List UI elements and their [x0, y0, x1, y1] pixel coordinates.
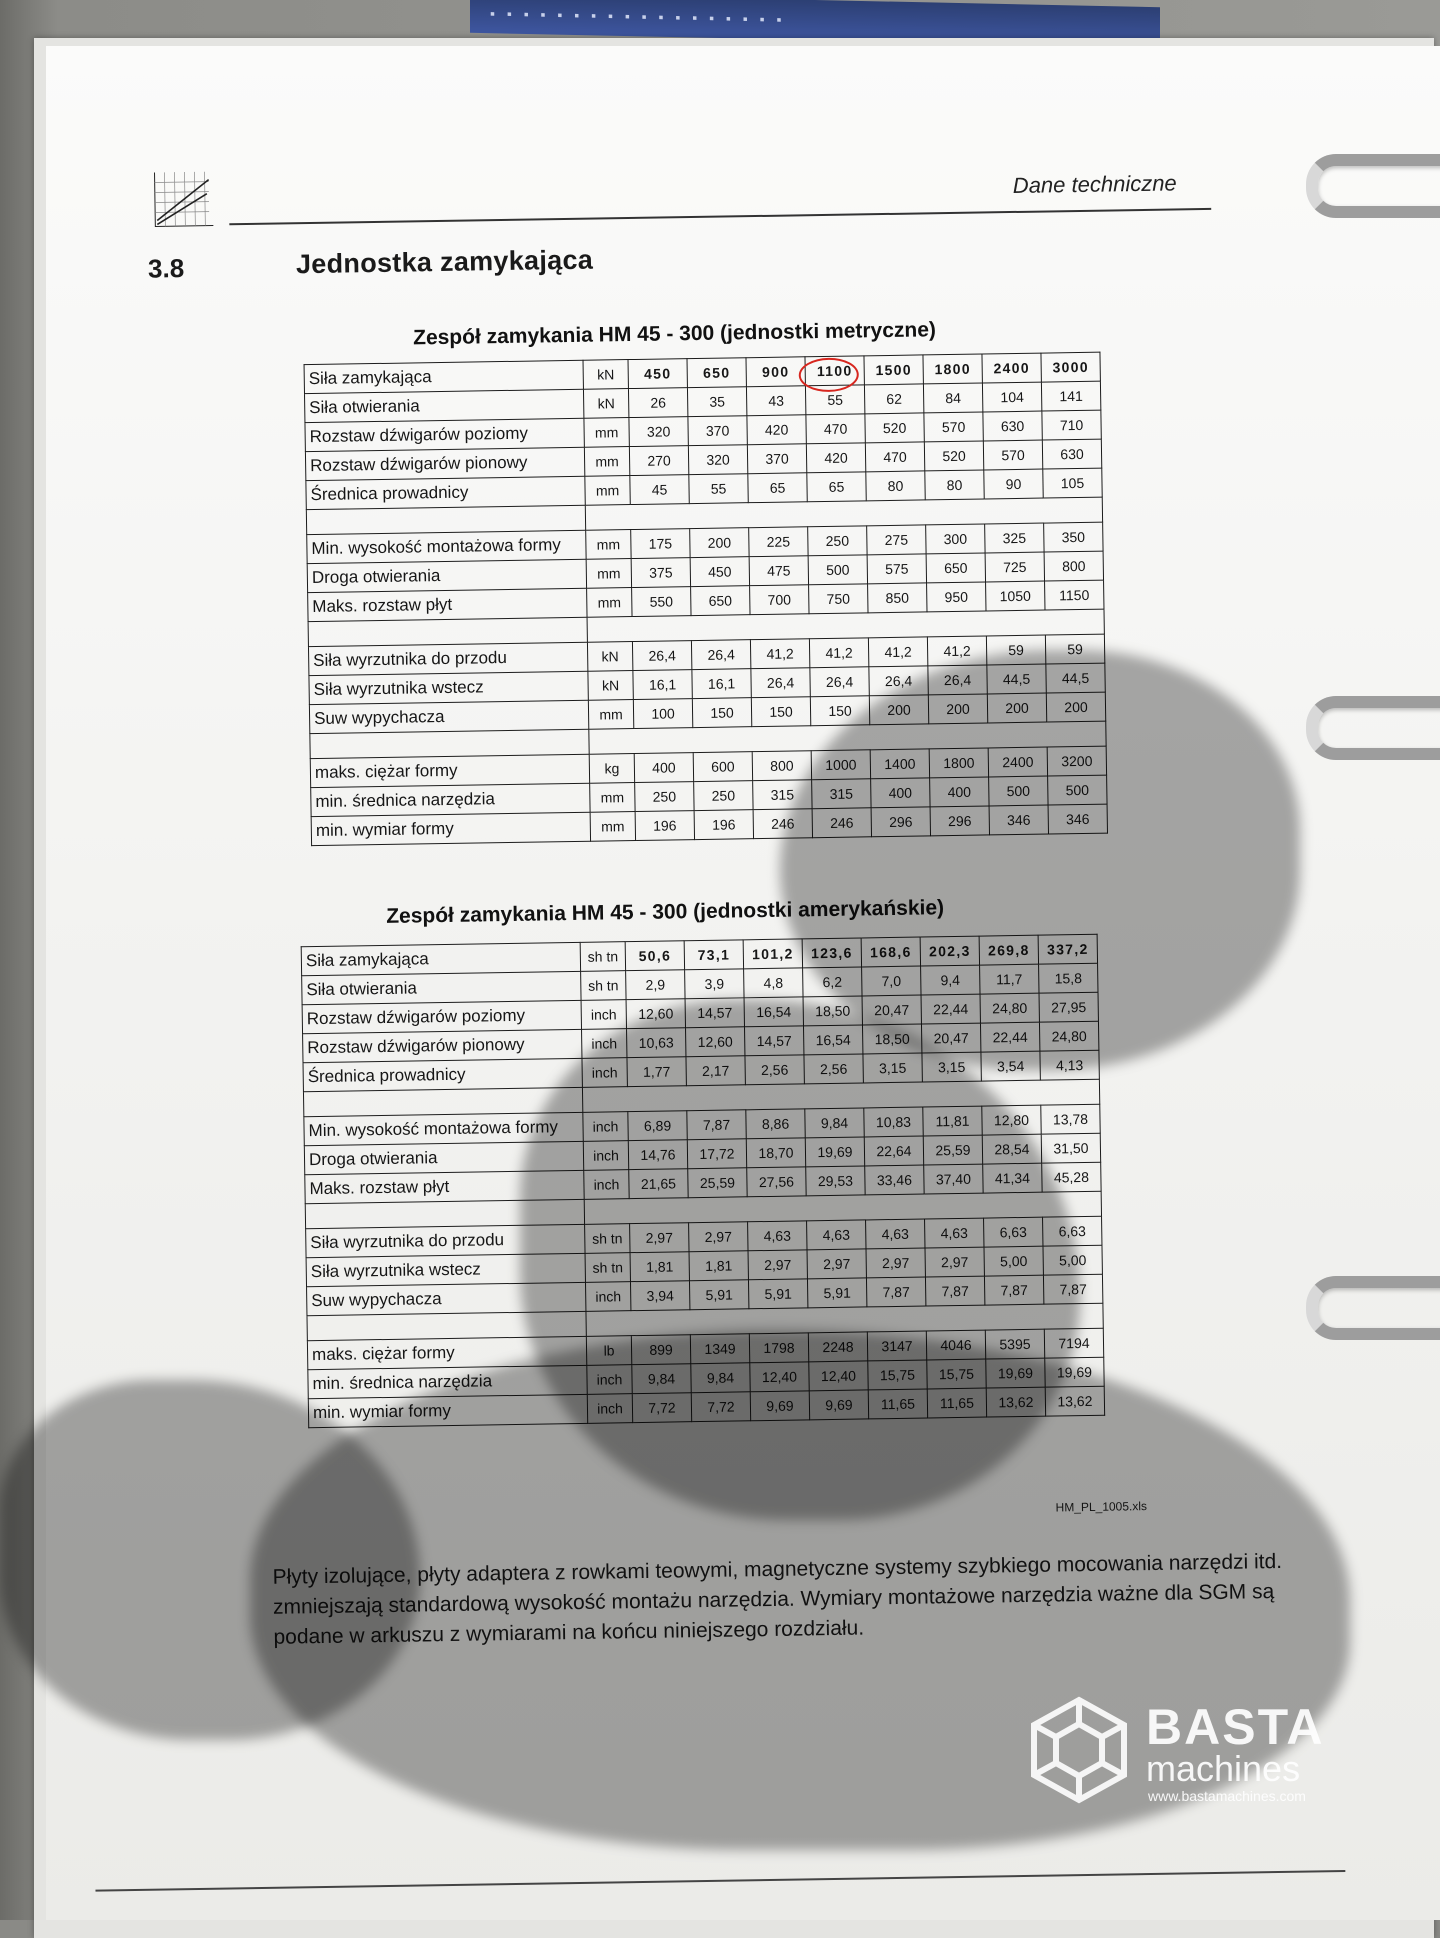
- value-cell: 950: [927, 582, 986, 612]
- value-cell: 44,5: [987, 664, 1046, 694]
- value-cell: 275: [867, 525, 926, 555]
- value-cell: 26: [628, 388, 687, 418]
- row-label: Min. wysokość montażowa formy: [304, 1112, 583, 1145]
- value-cell: 246: [812, 808, 871, 838]
- row-unit: mm: [587, 588, 632, 618]
- value-cell: 570: [983, 440, 1042, 470]
- value-cell: 26,4: [928, 665, 987, 695]
- row-label: Suw wypychacza: [307, 1282, 586, 1315]
- value-cell: 5,91: [807, 1278, 866, 1308]
- value-cell: 470: [865, 442, 924, 472]
- value-cell: 84: [923, 383, 982, 413]
- value-cell: 2,97: [630, 1223, 689, 1253]
- value-cell: 8,86: [746, 1109, 805, 1139]
- value-cell: 15,75: [868, 1360, 927, 1390]
- value-cell: 41,34: [983, 1163, 1042, 1193]
- value-cell: 2400: [988, 747, 1047, 777]
- value-cell: 25,59: [923, 1135, 982, 1165]
- value-cell: 10,83: [864, 1107, 923, 1137]
- value-cell: 800: [1044, 551, 1103, 581]
- row-unit: inch: [584, 1170, 629, 1200]
- value-cell: 5,91: [748, 1279, 807, 1309]
- value-cell: 13,62: [986, 1387, 1045, 1417]
- value-cell: 31,50: [1041, 1133, 1100, 1163]
- value-cell: 420: [747, 415, 806, 445]
- value-cell: 20,47: [921, 1023, 980, 1053]
- value-cell: 320: [629, 417, 688, 447]
- value-cell: 800: [752, 751, 811, 781]
- value-cell: 12,40: [750, 1362, 809, 1392]
- value-cell: 2,97: [689, 1222, 748, 1252]
- value-cell: 520: [865, 413, 924, 443]
- metric-table-caption: Zespół zamykania HM 45 - 300 (jednostki metryczne): [412, 318, 937, 350]
- value-cell: 1000: [811, 750, 870, 780]
- value-cell: 1800: [929, 748, 988, 778]
- row-label: Rozstaw dźwigarów poziomy: [302, 1000, 581, 1033]
- value-cell: 43: [746, 386, 805, 416]
- value-cell: 500: [989, 776, 1048, 806]
- value-cell: 21,65: [629, 1169, 688, 1199]
- value-cell: 29,53: [806, 1166, 865, 1196]
- value-cell: 1800: [923, 354, 982, 384]
- value-cell: 250: [694, 781, 753, 811]
- value-cell: 2,97: [925, 1247, 984, 1277]
- row-label: min. średnica narzędzia: [311, 783, 590, 816]
- row-unit: inch: [583, 1141, 628, 1171]
- value-cell: 33,46: [865, 1165, 924, 1195]
- value-cell: 600: [693, 752, 752, 782]
- value-cell: 2,97: [807, 1249, 866, 1279]
- brand-name: BASTA: [1146, 1699, 1325, 1755]
- value-cell: 570: [924, 412, 983, 442]
- row-label: Maks. rozstaw płyt: [308, 588, 587, 621]
- row-label: Min. wysokość montażowa formy: [307, 530, 586, 563]
- value-cell: 150: [810, 696, 869, 726]
- value-cell: 18,50: [803, 996, 862, 1026]
- row-unit: inch: [582, 1029, 627, 1059]
- row-label: Siła wyrzutnika do przodu: [306, 1224, 585, 1257]
- value-cell: 22,64: [864, 1136, 923, 1166]
- value-cell: 9,69: [809, 1390, 868, 1420]
- value-cell: 1400: [870, 749, 929, 779]
- value-cell: 26,4: [691, 640, 750, 670]
- value-cell: 27,95: [1039, 992, 1098, 1022]
- row-label: Droga otwierania: [304, 1141, 583, 1174]
- row-unit: inch: [587, 1365, 632, 1395]
- value-cell: 44,5: [1046, 663, 1105, 693]
- value-cell: 62: [864, 384, 923, 414]
- value-cell: 3147: [867, 1331, 926, 1361]
- value-cell: 45,28: [1042, 1162, 1101, 1192]
- value-cell: 12,80: [982, 1105, 1041, 1135]
- value-cell: 16,1: [692, 669, 751, 699]
- value-cell: 41,2: [809, 638, 868, 668]
- value-cell: 475: [749, 556, 808, 586]
- value-cell: 1,81: [630, 1252, 689, 1282]
- note-paragraph: Płyty izolujące, płyty adaptera z rowkami teowymi, magnetyczne systemy szybkiego mocowania narzędzi itd. zmniejszają standardową wysokość montażu narzędzia. Wymiary montażowe narzędzia ważne dla SGM są podane w arkuszu z wymiarami na końcu niniejszego rozdziału.: [272, 1549, 1283, 1649]
- row-label: Maks. rozstaw płyt: [305, 1170, 584, 1203]
- value-cell: 550: [632, 587, 691, 617]
- value-cell: 19,69: [1045, 1357, 1104, 1387]
- row-unit: sh tn: [585, 1253, 630, 1283]
- value-cell: 59: [986, 635, 1045, 665]
- value-cell: 20,47: [862, 995, 921, 1025]
- value-cell: 315: [753, 780, 812, 810]
- value-cell: 11,81: [923, 1106, 982, 1136]
- value-cell: 1500: [864, 355, 923, 385]
- row-unit: kN: [587, 642, 632, 672]
- value-cell: 6,89: [628, 1111, 687, 1141]
- value-cell: 650: [687, 358, 746, 388]
- value-cell: 9,69: [750, 1391, 809, 1421]
- value-cell: 17,72: [687, 1139, 746, 1169]
- value-cell: 14,76: [628, 1140, 687, 1170]
- value-cell: 5,00: [984, 1246, 1043, 1276]
- value-cell: 14,57: [685, 998, 744, 1028]
- value-cell: 9,4: [921, 965, 980, 995]
- row-label: Rozstaw dźwigarów poziomy: [305, 418, 584, 451]
- value-cell: 18,70: [746, 1138, 805, 1168]
- row-label: Siła otwierania: [302, 971, 581, 1004]
- value-cell: 246: [753, 809, 812, 839]
- value-cell: 26,4: [632, 641, 691, 671]
- value-cell: 202,3: [920, 936, 979, 966]
- value-cell: 80: [925, 470, 984, 500]
- value-cell: 2248: [808, 1332, 867, 1362]
- value-cell: 2,56: [804, 1054, 863, 1084]
- value-cell: 59: [1045, 634, 1104, 664]
- value-cell: 650: [926, 553, 985, 583]
- row-label: Średnica prowadnicy: [303, 1058, 582, 1091]
- value-cell: 7,87: [1043, 1274, 1102, 1304]
- value-cell: 710: [1042, 410, 1101, 440]
- value-cell: 168,6: [861, 937, 920, 967]
- value-cell: 750: [809, 584, 868, 614]
- value-cell: 55: [805, 385, 864, 415]
- value-cell: 296: [930, 806, 989, 836]
- row-label: min. średnica narzędzia: [308, 1365, 587, 1398]
- value-cell: 7,87: [866, 1277, 925, 1307]
- value-cell: 41,2: [750, 639, 809, 669]
- value-cell: 100: [633, 699, 692, 729]
- value-cell: 350: [1044, 522, 1103, 552]
- value-cell: 337,2: [1038, 934, 1097, 964]
- value-cell: 7,87: [925, 1276, 984, 1306]
- value-cell: 1349: [690, 1334, 749, 1364]
- row-unit: inch: [587, 1394, 632, 1424]
- value-cell: 320: [688, 445, 747, 475]
- row-label: Siła zamykająca: [301, 942, 580, 975]
- value-cell: 25,59: [688, 1168, 747, 1198]
- value-cell: 4,13: [1040, 1050, 1099, 1080]
- value-cell: 250: [808, 526, 867, 556]
- row-unit: kg: [589, 754, 634, 784]
- row-label: Siła zamykająca: [304, 360, 583, 393]
- value-cell: 80: [866, 471, 925, 501]
- value-cell: 26,4: [869, 666, 928, 696]
- value-cell: 4,63: [807, 1220, 866, 1250]
- value-cell: 2,17: [686, 1056, 745, 1086]
- value-cell: 65: [748, 473, 807, 503]
- value-cell: 1798: [749, 1333, 808, 1363]
- value-cell: 850: [868, 583, 927, 613]
- value-cell: 200: [987, 693, 1046, 723]
- value-cell: 24,80: [1039, 1021, 1098, 1051]
- value-cell: 200: [869, 695, 928, 725]
- row-unit: inch: [583, 1112, 628, 1142]
- value-cell: 9,84: [691, 1363, 750, 1393]
- value-cell: 650: [691, 586, 750, 616]
- value-cell: 400: [634, 753, 693, 783]
- value-cell: 3,15: [863, 1053, 922, 1083]
- hexagon-logo-icon: [1024, 1694, 1134, 1804]
- value-cell: 500: [808, 555, 867, 585]
- row-unit: mm: [584, 447, 629, 477]
- value-cell: 346: [1048, 804, 1107, 834]
- value-cell: 2,56: [745, 1055, 804, 1085]
- value-cell: 5,91: [689, 1280, 748, 1310]
- value-cell: 3000: [1041, 352, 1100, 382]
- value-cell: 6,63: [1043, 1216, 1102, 1246]
- row-label: Siła otwierania: [304, 389, 583, 422]
- header-title: Dane techniczne: [1012, 170, 1177, 198]
- imperial-table-caption: Zespół zamykania HM 45 - 300 (jednostki amerykańskie): [386, 896, 945, 928]
- value-cell: 370: [747, 444, 806, 474]
- bottom-rule: [95, 1870, 1345, 1892]
- value-cell: 150: [751, 697, 810, 727]
- value-cell: 9,84: [632, 1364, 691, 1394]
- row-unit: sh tn: [581, 971, 626, 1001]
- row-label: Siła wyrzutnika do przodu: [308, 642, 587, 675]
- value-cell: 3,94: [630, 1281, 689, 1311]
- value-cell: 4,63: [866, 1219, 925, 1249]
- value-cell: 37,40: [924, 1164, 983, 1194]
- value-cell: 175: [631, 529, 690, 559]
- value-cell: 12,60: [686, 1027, 745, 1057]
- value-cell: 11,65: [868, 1389, 927, 1419]
- row-unit: lb: [586, 1336, 631, 1366]
- value-cell: 1150: [1045, 580, 1104, 610]
- row-unit: sh tn: [585, 1224, 630, 1254]
- row-label: Średnica prowadnicy: [306, 476, 585, 509]
- value-cell: 700: [750, 585, 809, 615]
- value-cell: 6,63: [984, 1217, 1043, 1247]
- brand-subtitle: machines: [1146, 1748, 1301, 1789]
- value-cell: 4046: [926, 1330, 985, 1360]
- row-unit: inch: [581, 1000, 626, 1030]
- brand-watermark: [1024, 1694, 1384, 1814]
- value-cell: 141: [1041, 381, 1100, 411]
- value-cell: 35: [687, 387, 746, 417]
- value-cell: 27,56: [747, 1167, 806, 1197]
- value-cell: 9,84: [805, 1108, 864, 1138]
- value-cell: 400: [871, 778, 930, 808]
- row-unit: mm: [588, 700, 633, 730]
- value-cell: 3,9: [685, 969, 744, 999]
- row-unit: mm: [586, 530, 631, 560]
- value-cell: 2,97: [748, 1250, 807, 1280]
- value-cell: 470: [806, 414, 865, 444]
- value-cell: 65: [807, 472, 866, 502]
- value-cell: 370: [688, 416, 747, 446]
- binder-index-strip: ▪ ▪ ▪ ▪ ▪ ▪ ▪ ▪ ▪ ▪ ▪ ▪ ▪ ▪ ▪ ▪ ▪ ▪: [470, 0, 1160, 47]
- value-cell: 346: [989, 805, 1048, 835]
- value-cell: 269,8: [979, 935, 1038, 965]
- row-unit: kN: [583, 389, 628, 419]
- value-cell: 1,81: [689, 1251, 748, 1281]
- row-unit: inch: [585, 1282, 630, 1312]
- value-cell: 196: [635, 811, 694, 841]
- value-cell: 7,72: [691, 1392, 750, 1422]
- row-label: Siła wyrzutnika wstecz: [309, 671, 588, 704]
- value-cell: 630: [983, 411, 1042, 441]
- value-cell: 4,8: [744, 968, 803, 998]
- row-label: maks. ciężar formy: [307, 1336, 586, 1369]
- value-cell: 104: [982, 382, 1041, 412]
- value-cell: 3,54: [981, 1051, 1040, 1081]
- value-cell: 520: [924, 441, 983, 471]
- value-cell: 11,7: [980, 964, 1039, 994]
- brand-url: www.bastamachines.com: [1148, 1788, 1306, 1804]
- value-cell: 19,69: [805, 1137, 864, 1167]
- value-cell: 22,44: [921, 994, 980, 1024]
- value-cell: 5395: [985, 1329, 1044, 1359]
- row-unit: sh tn: [580, 942, 625, 972]
- value-cell: 575: [867, 554, 926, 584]
- value-cell: 55: [689, 474, 748, 504]
- value-cell: 19,69: [986, 1358, 1045, 1388]
- value-cell: 725: [985, 552, 1044, 582]
- value-cell: 7,0: [862, 966, 921, 996]
- value-cell: 375: [631, 558, 690, 588]
- value-cell: 400: [930, 777, 989, 807]
- row-unit: mm: [590, 812, 635, 842]
- value-cell: 225: [749, 527, 808, 557]
- value-cell: 28,54: [982, 1134, 1041, 1164]
- value-cell: 13,62: [1045, 1386, 1104, 1416]
- section-number: 3.8: [147, 253, 185, 284]
- value-cell: 50,6: [625, 941, 684, 971]
- row-unit: mm: [585, 476, 630, 506]
- value-cell: 123,6: [802, 938, 861, 968]
- value-cell: 15,75: [927, 1359, 986, 1389]
- row-label: Droga otwierania: [307, 559, 586, 592]
- value-cell: 300: [926, 524, 985, 554]
- value-cell: 26,4: [751, 668, 810, 698]
- row-unit: mm: [586, 559, 631, 589]
- value-cell: 4,63: [748, 1221, 807, 1251]
- value-cell: 3,15: [922, 1052, 981, 1082]
- value-cell: 15,8: [1039, 963, 1098, 993]
- value-cell: 16,54: [803, 1025, 862, 1055]
- value-cell: 7,87: [984, 1275, 1043, 1305]
- value-cell: 101,2: [743, 939, 802, 969]
- value-cell: 7,87: [687, 1110, 746, 1140]
- file-reference: HM_PL_1005.xls: [1055, 1499, 1148, 1515]
- row-label: Rozstaw dźwigarów pionowy: [303, 1029, 582, 1062]
- value-cell: 250: [635, 782, 694, 812]
- value-cell: 450: [690, 557, 749, 587]
- row-label: Rozstaw dźwigarów pionowy: [305, 447, 584, 480]
- row-unit: mm: [590, 783, 635, 813]
- value-cell: 630: [1042, 439, 1101, 469]
- value-cell: 24,80: [980, 993, 1039, 1023]
- row-unit: mm: [584, 418, 629, 448]
- value-cell: 4,63: [925, 1218, 984, 1248]
- value-cell: 22,44: [980, 1022, 1039, 1052]
- value-cell: 450: [628, 359, 687, 389]
- value-cell: 200: [1046, 692, 1105, 722]
- value-cell: 2400: [982, 353, 1041, 383]
- section-title: Jednostka zamykająca: [295, 244, 594, 280]
- value-cell: 7194: [1044, 1328, 1103, 1358]
- value-cell: 2,97: [866, 1248, 925, 1278]
- value-cell: 12,60: [626, 999, 685, 1029]
- value-cell: 12,40: [809, 1361, 868, 1391]
- row-label: min. wymiar formy: [308, 1394, 587, 1427]
- value-cell: 10,63: [627, 1028, 686, 1058]
- value-cell: 3200: [1047, 746, 1106, 776]
- value-cell: 16,54: [744, 997, 803, 1027]
- value-cell: 7,72: [632, 1393, 691, 1423]
- value-cell: 11,65: [927, 1388, 986, 1418]
- value-cell: 296: [871, 807, 930, 837]
- value-cell: 1100: [805, 356, 864, 386]
- value-cell: 899: [631, 1335, 690, 1365]
- value-cell: 2,9: [626, 970, 685, 1000]
- value-cell: 73,1: [684, 940, 743, 970]
- chart-logo-icon: [148, 170, 215, 231]
- value-cell: 45: [630, 475, 689, 505]
- value-cell: 420: [806, 443, 865, 473]
- value-cell: 6,2: [803, 967, 862, 997]
- value-cell: 18,50: [862, 1024, 921, 1054]
- value-cell: 26,4: [810, 667, 869, 697]
- row-label: maks. ciężar formy: [310, 754, 589, 787]
- value-cell: 900: [746, 357, 805, 387]
- metric-spec-table: [304, 352, 1108, 846]
- value-cell: 196: [694, 810, 753, 840]
- value-cell: 105: [1043, 468, 1102, 498]
- imperial-spec-table: [301, 934, 1105, 1428]
- value-cell: 5,00: [1043, 1245, 1102, 1275]
- value-cell: 200: [928, 694, 987, 724]
- value-cell: 315: [812, 779, 871, 809]
- value-cell: 16,1: [633, 670, 692, 700]
- header-rule: [229, 208, 1211, 225]
- row-unit: kN: [583, 360, 628, 390]
- value-cell: 270: [629, 446, 688, 476]
- value-cell: 90: [984, 469, 1043, 499]
- value-cell: 500: [1048, 775, 1107, 805]
- row-label: min. wymiar formy: [311, 812, 590, 845]
- value-cell: 150: [692, 698, 751, 728]
- value-cell: 325: [985, 523, 1044, 553]
- row-label: Suw wypychacza: [309, 700, 588, 733]
- row-unit: kN: [588, 671, 633, 701]
- value-cell: 13,78: [1041, 1104, 1100, 1134]
- value-cell: 200: [690, 528, 749, 558]
- row-unit: inch: [582, 1058, 627, 1088]
- value-cell: 1,77: [627, 1057, 686, 1087]
- value-cell: 1050: [986, 581, 1045, 611]
- row-label: Siła wyrzutnika wstecz: [306, 1253, 585, 1286]
- value-cell: 41,2: [868, 637, 927, 667]
- value-cell: 41,2: [927, 636, 986, 666]
- value-cell: 14,57: [744, 1026, 803, 1056]
